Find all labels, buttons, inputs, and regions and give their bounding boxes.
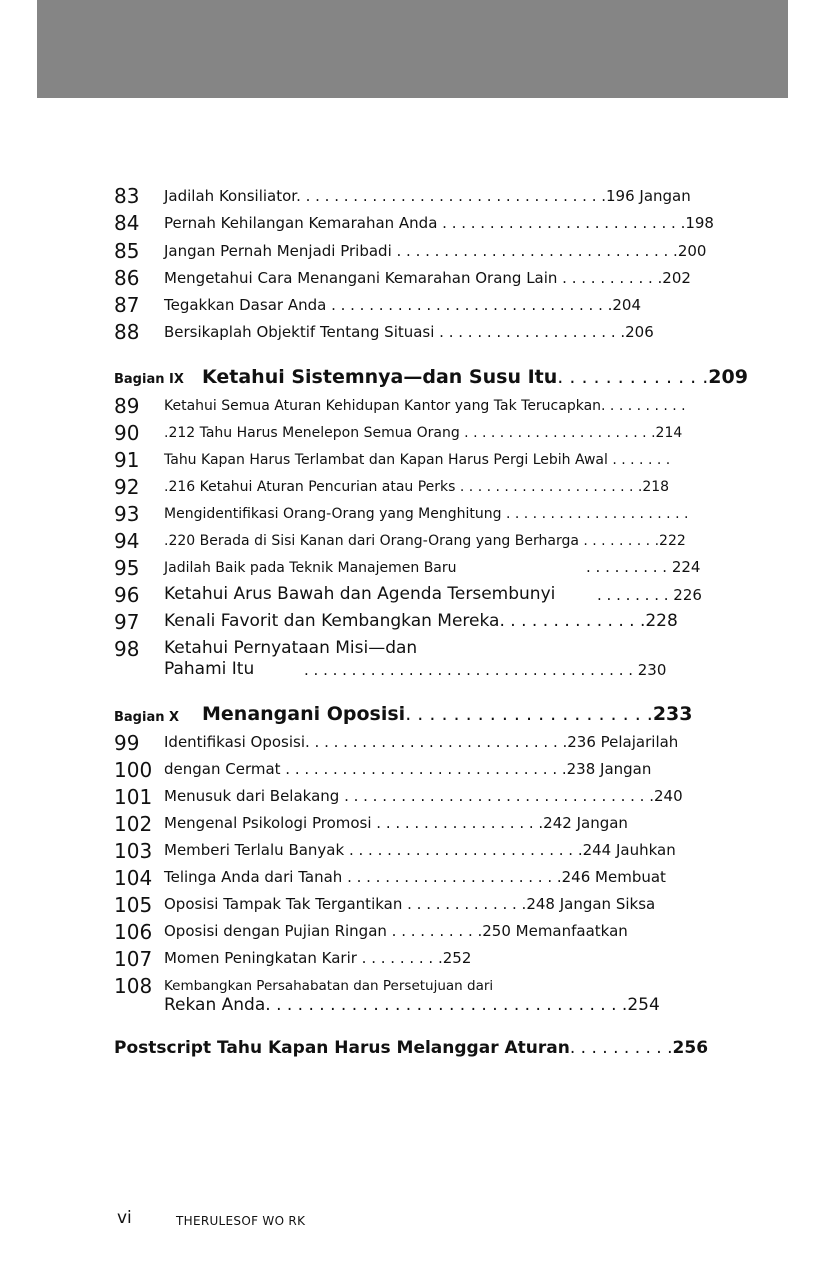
footer-running-title: THERULESOF WO RK xyxy=(176,1214,306,1228)
toc-number: 88 xyxy=(114,320,140,344)
postscript-page: 256 xyxy=(672,1038,709,1058)
toc-entry: Jadilah Baik pada Teknik Manajemen Baru xyxy=(164,560,457,576)
toc-number: 94 xyxy=(114,529,140,553)
toc-number: 108 xyxy=(114,974,153,998)
section-title-text: Ketahui Sistemnya—dan Susu Itu xyxy=(202,366,558,388)
toc-entry-page: . . . . . . . . . 224 xyxy=(586,558,701,576)
toc-entry: Tahu Kapan Harus Terlambat dan Kapan Harus Pergi Lebih Awal . . . . . . . xyxy=(164,452,671,468)
toc-entry: Menusuk dari Belakang . . . . . . . . . . . . . . . . . . . . . . . . . . . . . . . . .240 xyxy=(164,787,683,805)
section-title xyxy=(202,368,748,387)
toc-entry: Oposisi dengan Pujian Ringan . . . . . . . . . .250 Memanfaatkan xyxy=(164,922,628,940)
toc-entry: .220 Berada di Sisi Kanan dari Orang-Orang yang Berharga . . . . . . . . .222 xyxy=(164,533,686,549)
toc-number: 96 xyxy=(114,583,140,607)
toc-entry: Oposisi Tampak Tak Tergantikan . . . . . . . . . . . . .248 Jangan Siksa xyxy=(164,895,656,913)
section-page: 209 xyxy=(708,366,748,388)
toc-entry-page: . . . . . . . . 226 xyxy=(597,586,702,604)
toc-entry: Ketahui Arus Bawah dan Agenda Tersembunyi xyxy=(164,584,556,604)
dot-leader: . . . . . . . . . . . . . xyxy=(557,366,709,388)
section-page: 233 xyxy=(652,703,693,725)
toc-entry: .212 Tahu Harus Menelepon Semua Orang . . . . . . . . . . . . . . . . . . . . . .214 xyxy=(164,425,683,441)
toc-entry: Telinga Anda dari Tanah . . . . . . . . . . . . . . . . . . . . . . .246 Membuat xyxy=(164,868,666,886)
section-label: Bagian X xyxy=(114,710,180,725)
toc-number: 83 xyxy=(114,184,140,208)
postscript-title: Postscript Tahu Kapan Harus Melanggar Aturan xyxy=(114,1038,570,1058)
toc-number: 90 xyxy=(114,421,140,445)
toc-number: 105 xyxy=(114,893,153,917)
section-label: Bagian IX xyxy=(114,372,184,387)
toc-number: 85 xyxy=(114,239,140,263)
toc-number: 87 xyxy=(114,293,140,317)
postscript-entry xyxy=(114,1040,708,1057)
toc-entry: Kenali Favorit dan Kembangkan Mereka. . . . . . . . . . . . . .228 xyxy=(164,611,678,631)
toc-number: 98 xyxy=(114,637,140,661)
toc-entry-page: . . . . . . . . . . . . . . . . . . . . . . . . . . . . . . . . . . . 230 xyxy=(304,661,667,679)
toc-entry: Pernah Kehilangan Kemarahan Anda . . . . . . . . . . . . . . . . . . . . . . . . . .198 xyxy=(164,214,714,232)
toc-entry: dengan Cermat . . . . . . . . . . . . . . . . . . . . . . . . . . . . . .238 Jangan xyxy=(164,760,652,778)
toc-entry: Ketahui Semua Aturan Kehidupan Kantor yang Tak Terucapkan. . . . . . . . . . xyxy=(164,398,686,414)
toc-entry-continuation: Rekan Anda. . . . . . . . . . . . . . . . . . . . . . . . . . . . . . . . . .254 xyxy=(164,995,660,1015)
toc-number: 101 xyxy=(114,785,153,809)
toc-entry: Memberi Terlalu Banyak . . . . . . . . . . . . . . . . . . . . . . . . .244 Jauhkan xyxy=(164,841,676,859)
toc-number: 99 xyxy=(114,731,140,755)
toc-number: 86 xyxy=(114,266,140,290)
toc-entry: Tegakkan Dasar Anda . . . . . . . . . . . . . . . . . . . . . . . . . . . . . .204 xyxy=(164,296,642,314)
toc-number: 104 xyxy=(114,866,153,890)
toc-number: 91 xyxy=(114,448,140,472)
toc-entry: Jangan Pernah Menjadi Pribadi . . . . . . . . . . . . . . . . . . . . . . . . . . . . . .200 xyxy=(164,242,707,260)
toc-entry-continuation: Pahami Itu xyxy=(164,659,255,679)
footer-page-number: vi xyxy=(117,1208,132,1228)
toc-entry: Mengetahui Cara Menangani Kemarahan Orang Lain . . . . . . . . . . .202 xyxy=(164,269,691,287)
toc-number: 106 xyxy=(114,920,153,944)
toc-number: 95 xyxy=(114,556,140,580)
toc-entry: Bersikaplah Objektif Tentang Situasi . . . . . . . . . . . . . . . . . . . .206 xyxy=(164,323,654,341)
dot-leader: . . . . . . . . . . . . . . . . . . . . . xyxy=(405,703,653,725)
toc-entry: Mengenal Psikologi Promosi . . . . . . . . . . . . . . . . . .242 Jangan xyxy=(164,814,628,832)
toc-entry: Mengidentifikasi Orang-Orang yang Menghitung . . . . . . . . . . . . . . . . . . . . . xyxy=(164,506,689,522)
section-title-text: Menangani Oposisi xyxy=(202,703,406,725)
toc-entry: Jadilah Konsiliator. . . . . . . . . . . . . . . . . . . . . . . . . . . . . . . . .196 Jangan xyxy=(164,187,691,205)
toc-entry: Momen Peningkatan Karir . . . . . . . . .252 xyxy=(164,949,472,967)
toc-number: 107 xyxy=(114,947,153,971)
toc-number: 92 xyxy=(114,475,140,499)
toc-entry: .216 Ketahui Aturan Pencurian atau Perks . . . . . . . . . . . . . . . . . . . . .218 xyxy=(164,479,670,495)
header-band xyxy=(37,0,788,98)
toc-entry: Kembangkan Persahabatan dan Persetujuan dari xyxy=(164,978,494,994)
toc-number: 89 xyxy=(114,394,140,418)
toc-number: 84 xyxy=(114,211,140,235)
toc-number: 100 xyxy=(114,758,153,782)
toc-number: 93 xyxy=(114,502,140,526)
toc-number: 102 xyxy=(114,812,153,836)
toc-entry: Ketahui Pernyataan Misi—dan xyxy=(164,638,418,658)
toc-number: 103 xyxy=(114,839,153,863)
toc-entry: Identifikasi Oposisi. . . . . . . . . . . . . . . . . . . . . . . . . . . .236 Pelajarilah xyxy=(164,733,679,751)
dot-leader: . . . . . . . . . . xyxy=(569,1038,673,1058)
toc-number: 97 xyxy=(114,610,140,634)
section-title xyxy=(202,705,693,724)
